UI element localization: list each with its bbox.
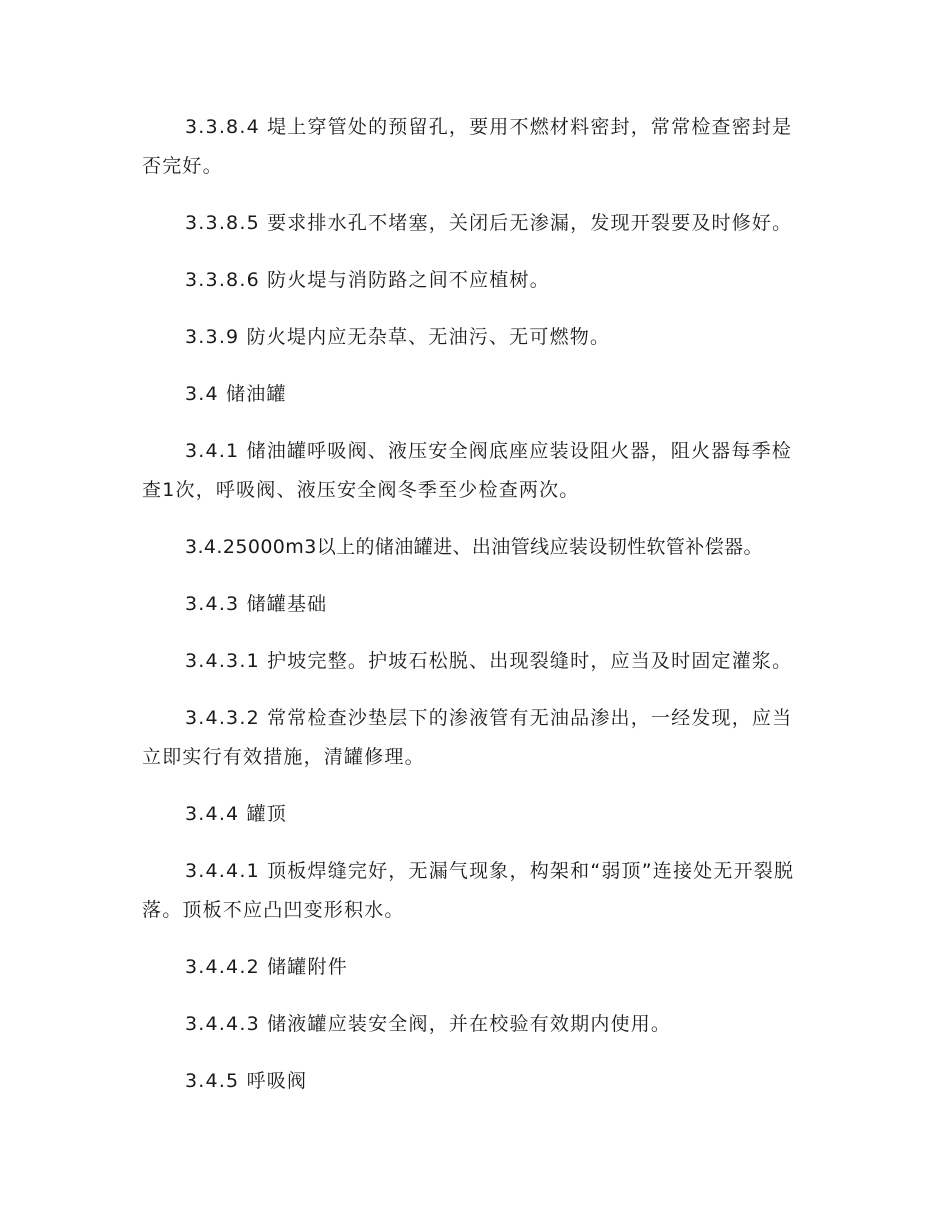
- paragraph-3-3-9: 3.3.9 防火堤内应无杂草、无油污、无可燃物。: [185, 326, 611, 348]
- paragraph-3-4-3-1: 3.4.3.1 护坡完整。护坡石松脱、出现裂缝时，应当及时固定灌浆。: [185, 650, 793, 672]
- paragraph-3-4-4-1: 3.4.4.1 顶板焊缝完好，无漏气现象，构架和“弱顶”连接处无开裂脱落。顶板不应凸凹变形积水。: [142, 860, 795, 921]
- paragraph-3-4-1: 3.4.1 储油罐呼吸阀、液压安全阀底座应装设阻火器，阻火器每季检查1次，呼吸阀、液压安全阀冬季至少检查两次。: [142, 440, 792, 501]
- heading-3-4-5: 3.4.5 呼吸阀: [185, 1070, 308, 1092]
- heading-3-4-4: 3.4.4 罐顶: [185, 803, 287, 825]
- paragraph-3-3-8-5: 3.3.8.5 要求排水孔不堵塞，关闭后无渗漏，发现开裂要及时修好。: [185, 212, 793, 234]
- paragraph-3-4-3-2: 3.4.3.2 常常检查沙垫层下的渗液管有无油品渗出，一经发现，应当立即实行有效措施，清罐修理。: [142, 707, 793, 768]
- paragraph-3-4-2: 3.4.25000m3以上的储油罐进、出油管线应装设韧性软管补偿器。: [185, 536, 763, 558]
- heading-3-4: 3.4 储油罐: [185, 383, 287, 405]
- heading-3-4-3: 3.4.3 储罐基础: [185, 593, 328, 615]
- heading-3-4-4-2: 3.4.4.2 储罐附件: [185, 956, 348, 978]
- paragraph-3-3-8-6: 3.3.8.6 防火堤与消防路之间不应植树。: [185, 269, 550, 291]
- paragraph-3-4-4-3: 3.4.4.3 储液罐应装安全阀，并在校验有效期内使用。: [185, 1013, 672, 1035]
- paragraph-3-3-8-4: 3.3.8.4 堤上穿管处的预留孔，要用不燃材料密封，常常检查密封是否完好。: [142, 116, 793, 177]
